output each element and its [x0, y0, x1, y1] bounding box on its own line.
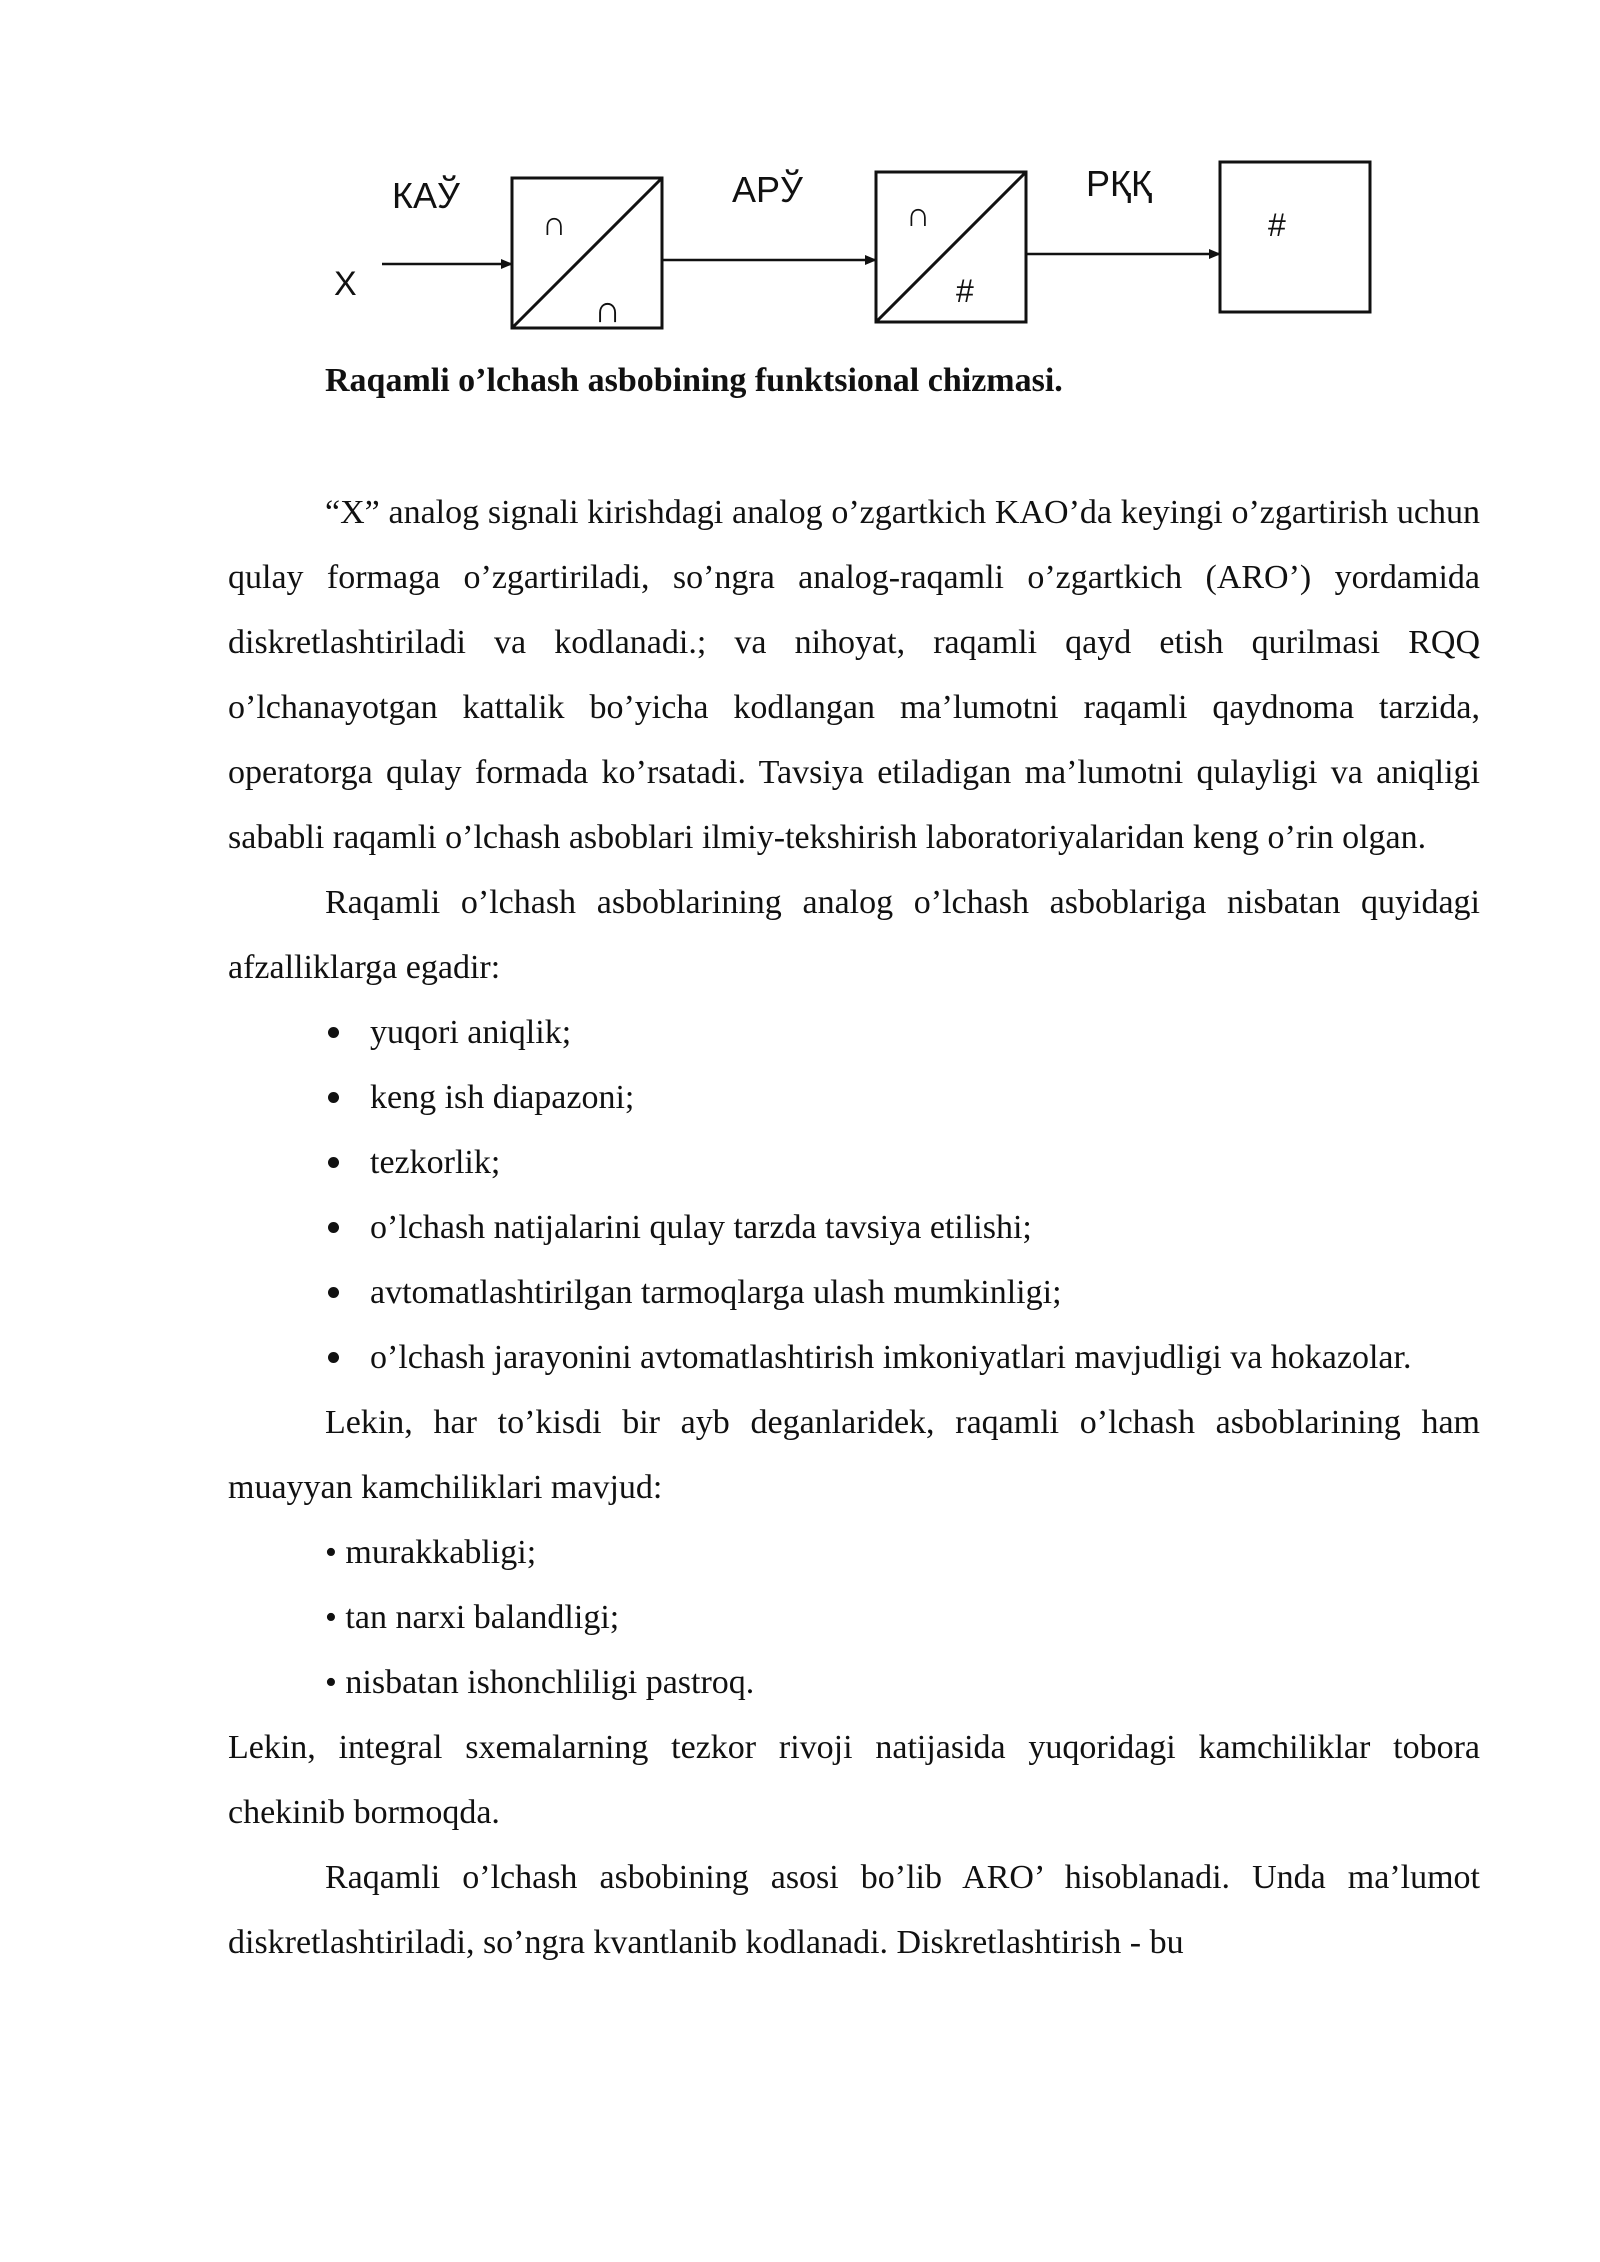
list-item: • tan narxi balandligi; — [325, 1599, 620, 1636]
block1-diagonal — [512, 178, 662, 328]
paragraph-disadvantages-intro: Lekin, har to’kisdi bir ayb deganlaridek, raqamli o’lchash asboblarining ham muayyan kamchiliklari mavjud: — [228, 1404, 1480, 1506]
paragraph-advantages-intro: Raqamli o’lchash asboblarining analog o’lchash asboblariga nisbatan quyidagi afzalliklarga egadir: — [228, 884, 1480, 986]
list-item: • murakkabligi; — [325, 1534, 537, 1571]
block2-diagonal — [876, 172, 1026, 322]
block1-bottom-symbol: ∩ — [594, 289, 622, 331]
block3-symbol: # — [1268, 207, 1286, 243]
block2-top-symbol: ∩ — [906, 196, 931, 234]
block2-bottom-symbol: # — [956, 273, 974, 309]
block1-label: КАЎ — [392, 175, 460, 216]
paragraph-intro: “X” analog signali kirishdagi analog o’zgartkich KAO’da keyingi o’zgartirish uchun qulay formaga o’zgartiriladi, so’ngra analog-raqamli o’zgartkich (ARO’) yordamida diskretlashtiriladi va kodlanadi.; va nihoyat, raqamli qayd etish qurilmasi RQQ o’lchanayotgan kattalik bo’yicha kodlangan ma’lumotni raqamli qaydnoma tarzida, operatorga qulay formada ko’rsatadi. Tavsiya etiladigan ma’lumotni qulayligi va aniqligi sababli raqamli o’lchash asboblari ilmiy-tekshirish laboratoriyalaridan keng o’rin olgan. — [228, 494, 1480, 856]
block1-top-symbol: ∩ — [542, 205, 567, 243]
figure-caption: Raqamli o’lchash asbobining funktsional chizmasi. — [325, 362, 1063, 399]
diagram-svg — [320, 150, 1400, 340]
advantages-list — [228, 1000, 1480, 1390]
list-item: yuqori aniqlik; — [370, 1000, 1480, 1065]
list-item: avtomatlashtirilgan tarmoqlarga ulash mumkinligi; — [370, 1260, 1480, 1325]
list-item: keng ish diapazoni; — [370, 1065, 1480, 1130]
block2-label: АРЎ — [732, 169, 803, 210]
paragraph-integral: Lekin, integral sxemalarning tezkor rivoji natijasida yuqoridagi kamchiliklar tobora chekinib bormoqda. — [228, 1729, 1480, 1831]
list-item: o’lchash jarayonini avtomatlashtirish imkoniyatlari mavjudligi va hokazolar. — [370, 1325, 1480, 1390]
input-label: X — [334, 265, 357, 303]
list-item: o’lchash natijalarini qulay tarzda tavsiya etilishi; — [370, 1195, 1480, 1260]
block3-label: РҚҚ — [1086, 163, 1152, 204]
paragraph-adc-basis: Raqamli o’lchash asbobining asosi bo’lib ARO’ hisoblanadi. Unda ma’lumot diskretlashtiriladi, so’ngra kvantlanib kodlanadi. Diskretlashtirish - bu — [228, 1859, 1480, 1961]
digital-display-block — [1220, 162, 1370, 312]
list-item: tezkorlik; — [370, 1130, 1480, 1195]
functional-block-diagram — [320, 150, 1400, 340]
disadvantages-list — [228, 1520, 1480, 1715]
list-item: • nisbatan ishonchliligi pastroq. — [325, 1664, 755, 1701]
document-body — [228, 480, 1480, 1975]
